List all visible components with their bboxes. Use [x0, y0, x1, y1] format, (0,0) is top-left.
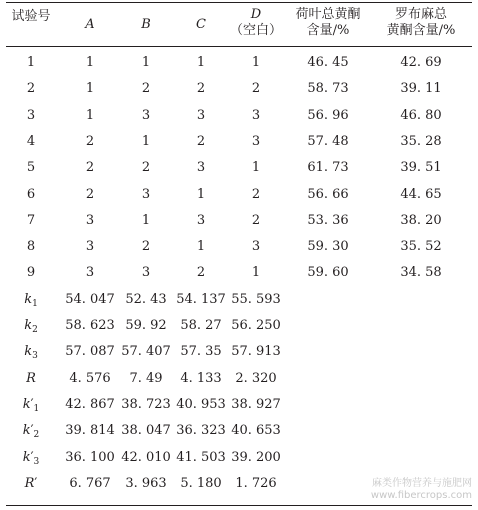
table-cell: 1 — [141, 212, 151, 228]
stat-symbol: k — [24, 344, 33, 360]
table-cell: 42. 69 — [400, 55, 442, 70]
stat-label — [8, 339, 54, 365]
table-cell: 2 — [196, 265, 206, 281]
trial-number-cell: 4 — [26, 133, 36, 149]
header-trial-no: 试验号 — [11, 9, 51, 24]
table-cell: 1 — [251, 160, 261, 176]
table-cell: 3 — [196, 212, 206, 228]
table-cell: 1 — [251, 265, 261, 281]
stat-value: 2. 320 — [235, 370, 277, 386]
stat-value: 58. 623 — [65, 318, 115, 333]
header-factor-b: B — [141, 17, 151, 32]
stat-value: 40. 953 — [176, 396, 226, 412]
table-cell: 2 — [196, 133, 206, 149]
table-row — [0, 182, 478, 208]
stat-value: 39. 200 — [231, 449, 281, 465]
stat-row — [0, 313, 478, 339]
table-cell: 2 — [251, 212, 261, 228]
table-cell: 1 — [196, 186, 206, 202]
table-row — [0, 208, 478, 234]
trial-number-cell: 8 — [26, 239, 36, 255]
header-factor-c: C — [196, 17, 206, 32]
table-cell: 59. 60 — [307, 265, 349, 281]
table-cell: 1 — [85, 107, 95, 123]
stat-value: 38. 047 — [121, 423, 171, 439]
stat-value: 3. 963 — [125, 475, 167, 491]
table-cell: 58. 73 — [307, 81, 349, 97]
stat-symbol: R — [26, 370, 36, 386]
table-cell: 46. 80 — [400, 107, 442, 123]
header-apocynum-flavonoid: 罗布麻总 黄酮含量/% — [386, 7, 456, 38]
table-cell: 46. 45 — [307, 55, 349, 70]
stat-label — [8, 313, 54, 339]
stat-value: 36. 100 — [65, 449, 115, 465]
watermark-line2: www.fibercrops.com — [370, 490, 472, 501]
stat-value: 54. 137 — [176, 291, 226, 307]
table-cell: 39. 51 — [400, 160, 442, 176]
stat-value: 38. 723 — [121, 396, 171, 412]
table-cell: 2 — [141, 239, 151, 255]
table-cell: 2 — [85, 186, 95, 202]
table-cell: 3 — [141, 186, 151, 202]
stat-value: 1. 726 — [235, 475, 277, 491]
header-factor-a: A — [85, 17, 95, 32]
stat-subscript: 3 — [33, 456, 40, 467]
stat-value: 36. 323 — [176, 423, 226, 439]
table-cell: 3 — [141, 265, 151, 281]
stat-row — [0, 339, 478, 365]
table-cell: 61. 73 — [307, 160, 349, 176]
table-cell: 35. 28 — [400, 133, 442, 149]
table-cell: 1 — [196, 239, 206, 255]
stat-label — [8, 445, 54, 471]
table-row — [0, 155, 478, 181]
stat-value: 57. 407 — [121, 344, 171, 360]
stat-row — [0, 287, 478, 313]
stat-label — [8, 471, 54, 497]
trial-number-cell: 9 — [26, 265, 36, 281]
table-cell: 1 — [85, 55, 95, 70]
stat-prime: ′ — [34, 475, 38, 491]
trial-number-cell: 7 — [26, 212, 36, 228]
header-factor-d-blank: D （空白） — [229, 7, 282, 38]
table-cell: 3 — [251, 107, 261, 123]
table-cell: 1 — [85, 81, 95, 97]
stat-row — [0, 366, 478, 392]
stat-prime: ′ — [30, 396, 34, 412]
table-cell: 1 — [141, 55, 151, 70]
stat-row — [0, 418, 478, 444]
stat-symbol: R — [24, 475, 35, 491]
table-cell: 2 — [141, 81, 151, 97]
stat-symbol: k — [22, 396, 31, 412]
stat-value: 39. 814 — [65, 423, 115, 439]
table-cell: 39. 11 — [400, 81, 442, 97]
table-row — [0, 103, 478, 129]
table-cell: 2 — [196, 81, 206, 97]
stat-value: 55. 593 — [231, 291, 281, 307]
table-row — [0, 234, 478, 260]
table-cell: 38. 20 — [400, 212, 442, 228]
stat-symbol: k — [22, 423, 31, 439]
table-cell: 2 — [251, 81, 261, 97]
table-cell: 1 — [141, 133, 151, 149]
trial-number-cell: 2 — [26, 81, 36, 97]
table-cell: 3 — [251, 133, 261, 149]
table-cell: 34. 58 — [400, 265, 442, 281]
stat-value: 57. 087 — [65, 344, 115, 360]
table-cell: 3 — [141, 107, 151, 123]
table-cell: 3 — [251, 239, 261, 255]
table-cell: 1 — [196, 55, 206, 70]
stat-symbol: k — [24, 318, 33, 333]
trial-number-cell: 1 — [26, 55, 36, 70]
table-cell: 56. 66 — [307, 186, 349, 202]
table-header-rule — [6, 46, 472, 47]
header-lotus-leaf-flavonoid: 荷叶总黄酮 含量/% — [295, 7, 361, 38]
table-cell: 2 — [251, 186, 261, 202]
table-row — [0, 129, 478, 155]
stat-subscript: 3 — [32, 351, 38, 362]
table-cell: 2 — [85, 160, 95, 176]
table-cell: 3 — [85, 212, 95, 228]
stat-label — [8, 287, 54, 313]
table-row — [0, 76, 478, 102]
trial-number-cell: 5 — [26, 160, 36, 176]
stat-value: 4. 133 — [180, 370, 222, 386]
stat-value: 42. 867 — [65, 396, 115, 412]
stat-value: 57. 913 — [231, 344, 281, 360]
stat-label — [8, 366, 54, 392]
table-cell: 3 — [196, 160, 206, 176]
stat-label — [8, 392, 54, 418]
stat-value: 41. 503 — [176, 449, 226, 465]
table-cell: 35. 52 — [400, 239, 442, 255]
table-cell: 3 — [85, 265, 95, 281]
stat-value: 7. 49 — [129, 370, 163, 386]
stat-value: 57. 35 — [180, 344, 222, 360]
stat-prime: ′ — [30, 423, 34, 439]
stat-value: 58. 27 — [180, 318, 222, 333]
stat-value: 54. 047 — [65, 291, 115, 307]
stat-value: 42. 010 — [121, 449, 171, 465]
stat-subscript: 2 — [32, 325, 38, 335]
table-cell: 53. 36 — [307, 212, 349, 228]
trial-number-cell: 6 — [26, 186, 36, 202]
stat-value: 56. 250 — [231, 318, 281, 333]
table-row — [0, 50, 478, 76]
stat-symbol: k — [22, 449, 31, 465]
stat-value: 52. 43 — [125, 291, 167, 307]
trial-number-cell: 3 — [26, 107, 36, 123]
stat-value: 6. 767 — [69, 475, 111, 491]
stat-value: 5. 180 — [180, 475, 222, 491]
table-cell: 3 — [85, 239, 95, 255]
stat-prime: ′ — [30, 449, 34, 465]
table-top-rule — [6, 2, 472, 3]
table-cell: 44. 65 — [400, 186, 442, 202]
watermark — [371, 478, 472, 502]
table-cell: 2 — [141, 160, 151, 176]
table-bottom-rule — [6, 505, 472, 506]
watermark-line1: 麻类作物营养与施肥网 — [372, 478, 472, 489]
stat-row — [0, 445, 478, 471]
stat-value: 40. 653 — [231, 423, 281, 439]
table-cell: 57. 48 — [307, 133, 349, 149]
stat-value: 4. 576 — [69, 370, 111, 386]
stat-subscript: 1 — [33, 403, 40, 414]
stat-subscript: 1 — [32, 298, 38, 309]
stat-row — [0, 392, 478, 418]
table-cell: 3 — [196, 107, 206, 123]
stat-subscript: 2 — [33, 430, 40, 441]
table-cell: 2 — [85, 133, 95, 149]
stat-value: 59. 92 — [125, 318, 167, 333]
table-cell: 1 — [251, 55, 261, 70]
stat-value: 38. 927 — [231, 396, 281, 412]
stat-symbol: k — [24, 291, 33, 307]
table-cell: 59. 30 — [307, 239, 349, 255]
table-cell: 56. 96 — [307, 107, 349, 123]
stat-label — [8, 418, 54, 444]
table-row — [0, 260, 478, 286]
